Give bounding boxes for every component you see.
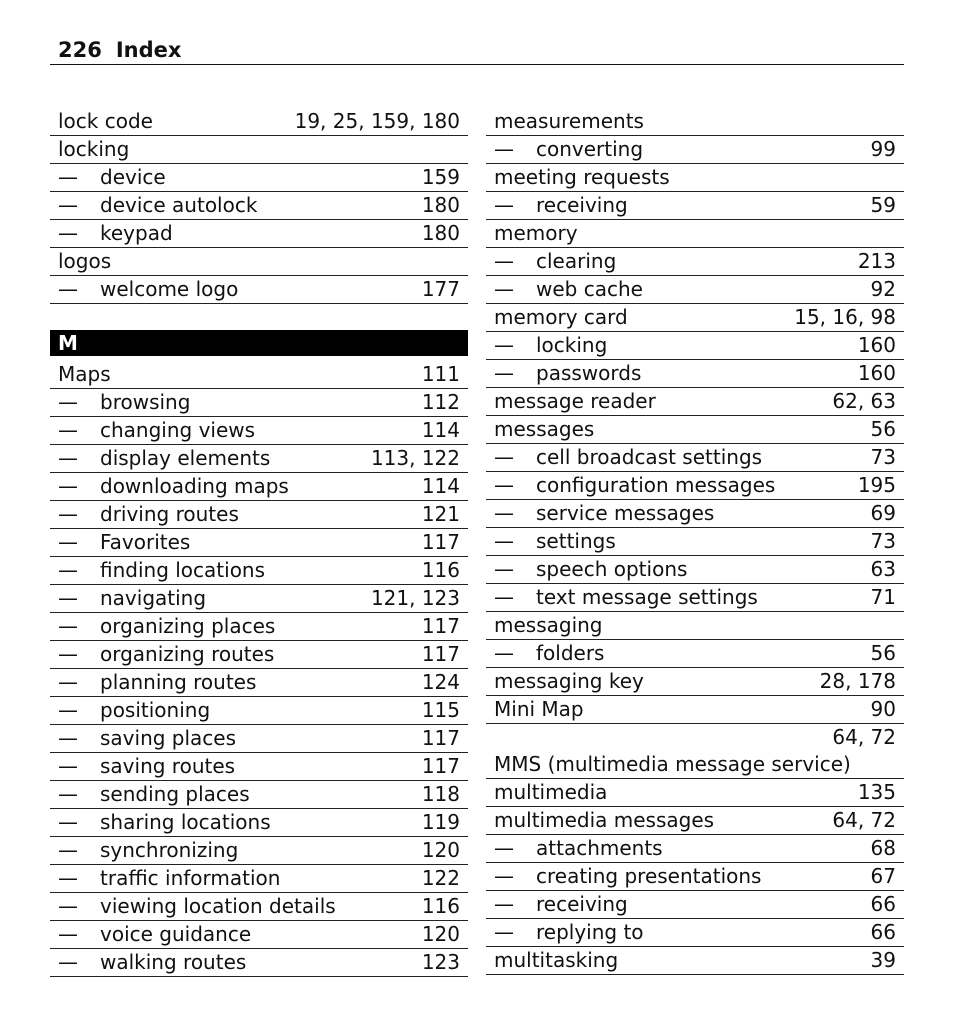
index-term bbox=[494, 108, 644, 135]
index-subentry bbox=[50, 164, 468, 192]
page-title: Index bbox=[115, 38, 182, 62]
index-entry bbox=[486, 612, 904, 640]
index-subentry bbox=[486, 500, 904, 528]
index-term-text: saving routes bbox=[100, 754, 236, 778]
subentry-dash: — bbox=[58, 277, 78, 301]
index-term-text: replying to bbox=[536, 920, 644, 944]
subentry-dash: — bbox=[494, 920, 514, 944]
index-page-refs: 180 bbox=[421, 193, 460, 217]
index-term bbox=[58, 613, 275, 640]
index-term bbox=[494, 388, 656, 415]
index-term-text: synchronizing bbox=[100, 838, 239, 862]
index-page-refs: 115 bbox=[421, 698, 460, 722]
index-term bbox=[58, 248, 111, 275]
index-page-refs: 117 bbox=[421, 614, 460, 638]
subentry-dash: — bbox=[58, 418, 78, 442]
index-page-refs: 117 bbox=[421, 726, 460, 750]
index-subentry bbox=[486, 919, 904, 947]
index-subentry bbox=[50, 473, 468, 501]
index-page-refs: 122 bbox=[421, 866, 460, 890]
index-term bbox=[494, 584, 758, 611]
index-term-text: web cache bbox=[536, 277, 643, 301]
index-term-text: sharing locations bbox=[100, 810, 271, 834]
index-term bbox=[494, 919, 644, 946]
index-page-refs: 135 bbox=[857, 780, 896, 804]
index-term-text: multimedia bbox=[494, 780, 608, 804]
index-term-text: clearing bbox=[536, 249, 617, 273]
index-entry bbox=[486, 724, 904, 779]
index-term bbox=[494, 807, 714, 834]
subentry-dash: — bbox=[58, 782, 78, 806]
subentry-dash: — bbox=[58, 670, 78, 694]
index-term bbox=[58, 585, 206, 612]
index-term bbox=[494, 136, 643, 163]
index-term-text: memory card bbox=[494, 305, 628, 329]
index-entry bbox=[486, 807, 904, 835]
index-term-text: browsing bbox=[100, 390, 191, 414]
index-subentry bbox=[50, 585, 468, 613]
index-term bbox=[58, 641, 274, 668]
index-term bbox=[494, 947, 618, 974]
index-entry bbox=[486, 108, 904, 136]
index-group-m bbox=[50, 361, 468, 977]
index-page-refs: 116 bbox=[421, 894, 460, 918]
index-page-refs: 71 bbox=[870, 585, 896, 609]
index-subentry bbox=[50, 809, 468, 837]
index-term-text: organizing places bbox=[100, 614, 276, 638]
index-term bbox=[58, 893, 336, 920]
index-term bbox=[494, 668, 644, 695]
index-page-refs: 159 bbox=[421, 165, 460, 189]
index-term bbox=[494, 752, 851, 776]
index-term-text: Mini Map bbox=[494, 697, 584, 721]
index-page-refs: 195 bbox=[857, 473, 896, 497]
index-page-refs: 56 bbox=[870, 417, 896, 441]
index-term bbox=[494, 891, 628, 918]
subentry-dash: — bbox=[58, 950, 78, 974]
index-page-refs: 66 bbox=[870, 920, 896, 944]
index-term-text: logos bbox=[58, 249, 112, 273]
index-term bbox=[58, 809, 271, 836]
index-term bbox=[494, 444, 762, 471]
index-subentry bbox=[50, 220, 468, 248]
index-page-refs: 124 bbox=[421, 670, 460, 694]
index-term bbox=[494, 332, 607, 359]
index-term-text: locking bbox=[536, 333, 608, 357]
index-page-refs: 92 bbox=[870, 277, 896, 301]
index-entry bbox=[486, 304, 904, 332]
subentry-dash: — bbox=[58, 838, 78, 862]
index-term bbox=[494, 472, 775, 499]
index-term-text: creating presentations bbox=[536, 864, 762, 888]
index-term-text: changing views bbox=[100, 418, 256, 442]
index-term bbox=[494, 360, 641, 387]
subentry-dash: — bbox=[58, 642, 78, 666]
index-term-text: memory bbox=[494, 221, 578, 245]
index-page-refs: 160 bbox=[857, 333, 896, 357]
index-term-text: display elements bbox=[100, 446, 271, 470]
index-term bbox=[494, 640, 604, 667]
index-page-refs: 62, 63 bbox=[832, 389, 896, 413]
index-term-text: folders bbox=[536, 641, 605, 665]
subentry-dash: — bbox=[58, 586, 78, 610]
index-page-refs: 113, 122 bbox=[370, 446, 460, 470]
index-subentry bbox=[50, 276, 468, 304]
index-term bbox=[494, 835, 663, 862]
index-term bbox=[58, 949, 246, 976]
page-number: 226 bbox=[58, 38, 102, 62]
index-term-text: downloading maps bbox=[100, 474, 289, 498]
index-page-refs: 121 bbox=[421, 502, 460, 526]
index-subentry bbox=[50, 865, 468, 893]
subentry-dash: — bbox=[494, 892, 514, 916]
index-term-text: Favorites bbox=[100, 530, 191, 554]
index-term-text: planning routes bbox=[100, 670, 257, 694]
index-page-refs: 63 bbox=[870, 557, 896, 581]
index-term bbox=[494, 192, 628, 219]
index-page-refs: 112 bbox=[421, 390, 460, 414]
index-page-refs: 64, 72 bbox=[832, 808, 896, 832]
index-term-text: speech options bbox=[536, 557, 688, 581]
index-term-text: welcome logo bbox=[100, 277, 239, 301]
index-page-refs: 213 bbox=[857, 249, 896, 273]
index-term bbox=[58, 445, 270, 472]
index-subentry bbox=[486, 528, 904, 556]
index-entry bbox=[486, 779, 904, 807]
subentry-dash: — bbox=[58, 390, 78, 414]
index-page-refs: 90 bbox=[870, 697, 896, 721]
index-term-text: messages bbox=[494, 417, 595, 441]
index-subentry bbox=[486, 136, 904, 164]
index-page-refs: 160 bbox=[857, 361, 896, 385]
index-term-text: walking routes bbox=[100, 950, 247, 974]
index-term bbox=[494, 164, 670, 191]
index-term-text: device bbox=[100, 165, 166, 189]
subentry-dash: — bbox=[494, 249, 514, 273]
index-subentry bbox=[50, 753, 468, 781]
subentry-dash: — bbox=[494, 836, 514, 860]
index-entry bbox=[50, 136, 468, 164]
index-page-refs: 56 bbox=[870, 641, 896, 665]
index-subentry bbox=[486, 891, 904, 919]
index-term-text: driving routes bbox=[100, 502, 239, 526]
index-term-text: service messages bbox=[536, 501, 715, 525]
index-page-refs: 116 bbox=[421, 558, 460, 582]
index-page-refs: 28, 178 bbox=[819, 669, 896, 693]
index-term-text: saving places bbox=[100, 726, 237, 750]
index-term-text: keypad bbox=[100, 221, 173, 245]
index-term-text: passwords bbox=[536, 361, 642, 385]
index-term-text: meeting requests bbox=[494, 165, 670, 189]
index-subentry bbox=[50, 949, 468, 977]
index-subentry bbox=[486, 863, 904, 891]
index-term bbox=[58, 921, 251, 948]
index-page-refs: 120 bbox=[421, 922, 460, 946]
index-term bbox=[494, 779, 607, 806]
index-term bbox=[494, 304, 628, 331]
index-page-refs: 73 bbox=[870, 529, 896, 553]
subentry-dash: — bbox=[494, 501, 514, 525]
index-entry bbox=[50, 248, 468, 276]
subentry-dash: — bbox=[58, 165, 78, 189]
subentry-dash: — bbox=[58, 614, 78, 638]
index-subentry bbox=[486, 248, 904, 276]
index-term bbox=[58, 192, 257, 219]
index-subentry bbox=[50, 501, 468, 529]
index-subentry bbox=[486, 192, 904, 220]
index-page-refs: 69 bbox=[870, 501, 896, 525]
index-page-refs: 118 bbox=[421, 782, 460, 806]
index-subentry bbox=[50, 669, 468, 697]
index-entry bbox=[486, 696, 904, 724]
index-term bbox=[58, 529, 190, 556]
index-term-text: voice guidance bbox=[100, 922, 252, 946]
index-term bbox=[58, 501, 239, 528]
index-term-text: positioning bbox=[100, 698, 211, 722]
subentry-dash: — bbox=[58, 894, 78, 918]
index-subentry bbox=[486, 472, 904, 500]
section-gap bbox=[50, 304, 468, 330]
index-term bbox=[58, 781, 250, 808]
index-page-refs: 99 bbox=[870, 137, 896, 161]
subentry-dash: — bbox=[494, 445, 514, 469]
index-subentry bbox=[50, 725, 468, 753]
index-page-refs: 180 bbox=[421, 221, 460, 245]
index-term bbox=[58, 557, 265, 584]
index-page-refs: 117 bbox=[421, 642, 460, 666]
index-page-refs: 66 bbox=[870, 892, 896, 916]
index-subentry bbox=[486, 556, 904, 584]
subentry-dash: — bbox=[58, 502, 78, 526]
index-column-right bbox=[486, 108, 904, 975]
index-term-text: navigating bbox=[100, 586, 207, 610]
index-subentry bbox=[486, 584, 904, 612]
index-term bbox=[58, 136, 129, 163]
index-term bbox=[494, 416, 594, 443]
index-term bbox=[494, 863, 761, 890]
index-subentry bbox=[50, 557, 468, 585]
index-page-refs: 117 bbox=[421, 754, 460, 778]
index-term-text: multimedia messages bbox=[494, 808, 715, 832]
subentry-dash: — bbox=[494, 557, 514, 581]
subentry-dash: — bbox=[58, 810, 78, 834]
index-term bbox=[58, 389, 190, 416]
index-term-text: cell broadcast settings bbox=[536, 445, 763, 469]
index-subentry bbox=[50, 417, 468, 445]
index-term bbox=[58, 108, 153, 135]
subentry-dash: — bbox=[494, 193, 514, 217]
index-page-refs: 117 bbox=[421, 530, 460, 554]
index-entry bbox=[486, 668, 904, 696]
subentry-dash: — bbox=[494, 585, 514, 609]
index-term-text: finding locations bbox=[100, 558, 266, 582]
subentry-dash: — bbox=[58, 558, 78, 582]
index-page-refs: 123 bbox=[421, 950, 460, 974]
index-term bbox=[58, 865, 280, 892]
index-column-left bbox=[50, 108, 468, 977]
index-term-text: measurements bbox=[494, 109, 644, 133]
index-subentry bbox=[486, 360, 904, 388]
index-page-refs: 114 bbox=[421, 418, 460, 442]
index-subentry bbox=[50, 445, 468, 473]
index-page-refs: 19, 25, 159, 180 bbox=[294, 109, 460, 133]
index-entry bbox=[486, 164, 904, 192]
index-subentry bbox=[50, 781, 468, 809]
index-term-text: locking bbox=[58, 137, 130, 161]
subentry-dash: — bbox=[494, 361, 514, 385]
index-term-text: device autolock bbox=[100, 193, 258, 217]
index-term bbox=[58, 473, 289, 500]
index-subentry bbox=[486, 640, 904, 668]
index-entry bbox=[50, 361, 468, 389]
subentry-dash: — bbox=[494, 641, 514, 665]
index-group-m-continued bbox=[486, 108, 904, 975]
subentry-dash: — bbox=[58, 726, 78, 750]
index-term-text: organizing routes bbox=[100, 642, 275, 666]
index-subentry bbox=[486, 835, 904, 863]
index-page-refs: 111 bbox=[421, 362, 460, 386]
index-term-text: lock code bbox=[58, 109, 153, 133]
subentry-dash: — bbox=[58, 866, 78, 890]
subentry-dash: — bbox=[494, 277, 514, 301]
section-letter-bar: M bbox=[50, 330, 468, 356]
index-page-refs: 68 bbox=[870, 836, 896, 860]
index-page-refs: 67 bbox=[870, 864, 896, 888]
index-subentry bbox=[50, 613, 468, 641]
index-term bbox=[58, 164, 166, 191]
subentry-dash: — bbox=[58, 698, 78, 722]
index-term bbox=[494, 556, 687, 583]
index-term-text: message reader bbox=[494, 389, 656, 413]
subentry-dash: — bbox=[494, 137, 514, 161]
index-page-refs: 121, 123 bbox=[370, 586, 460, 610]
index-term-text: Maps bbox=[58, 362, 111, 386]
index-subentry bbox=[50, 529, 468, 557]
index-entry bbox=[486, 947, 904, 975]
index-term bbox=[494, 220, 578, 247]
index-entry bbox=[50, 108, 468, 136]
index-subentry bbox=[50, 697, 468, 725]
subentry-dash: — bbox=[494, 333, 514, 357]
index-term-text: messaging key bbox=[494, 669, 644, 693]
index-page-refs: 177 bbox=[421, 277, 460, 301]
index-term-text: viewing location details bbox=[100, 894, 336, 918]
index-subentry bbox=[50, 641, 468, 669]
index-term bbox=[58, 669, 256, 696]
index-subentry bbox=[50, 192, 468, 220]
index-term bbox=[494, 696, 584, 723]
index-term-text: traffic information bbox=[100, 866, 281, 890]
index-subentry bbox=[486, 276, 904, 304]
index-subentry bbox=[50, 389, 468, 417]
index-page-refs: 120 bbox=[421, 838, 460, 862]
index-term bbox=[58, 837, 238, 864]
index-term-text: text message settings bbox=[536, 585, 758, 609]
subentry-dash: — bbox=[58, 922, 78, 946]
index-term-text: receiving bbox=[536, 892, 628, 916]
index-term-text: attachments bbox=[536, 836, 663, 860]
index-term-text: multitasking bbox=[494, 948, 619, 972]
index-term-text: converting bbox=[536, 137, 644, 161]
index-page-refs: 114 bbox=[421, 474, 460, 498]
index-subentry bbox=[50, 921, 468, 949]
subentry-dash: — bbox=[58, 754, 78, 778]
index-page-refs: 73 bbox=[870, 445, 896, 469]
index-entry bbox=[486, 416, 904, 444]
index-term-text: settings bbox=[536, 529, 616, 553]
page-header bbox=[50, 36, 904, 65]
index-term bbox=[58, 753, 235, 780]
index-term bbox=[58, 417, 255, 444]
index-term-text: sending places bbox=[100, 782, 250, 806]
index-term bbox=[58, 361, 111, 388]
index-term bbox=[494, 276, 643, 303]
index-term bbox=[494, 248, 616, 275]
index-page-refs: 119 bbox=[421, 810, 460, 834]
subentry-dash: — bbox=[58, 446, 78, 470]
index-term-text: MMS (multimedia message service) bbox=[494, 752, 851, 776]
subentry-dash: — bbox=[58, 530, 78, 554]
index-page-refs: 39 bbox=[870, 948, 896, 972]
index-term bbox=[494, 528, 616, 555]
subentry-dash: — bbox=[58, 193, 78, 217]
index-page-refs: 64, 72 bbox=[832, 725, 896, 749]
index-page-refs: 59 bbox=[870, 193, 896, 217]
subentry-dash: — bbox=[58, 221, 78, 245]
index-term bbox=[494, 612, 603, 639]
index-page-refs: 15, 16, 98 bbox=[794, 305, 896, 329]
subentry-dash: — bbox=[494, 473, 514, 497]
index-subentry bbox=[486, 444, 904, 472]
index-entry bbox=[486, 220, 904, 248]
index-term bbox=[58, 697, 210, 724]
index-term bbox=[58, 220, 173, 247]
index-term-text: receiving bbox=[536, 193, 628, 217]
index-subentry bbox=[50, 837, 468, 865]
index-term-text: configuration messages bbox=[536, 473, 776, 497]
index-subentry bbox=[486, 332, 904, 360]
subentry-dash: — bbox=[494, 529, 514, 553]
index-subentry bbox=[50, 893, 468, 921]
index-term-text: messaging bbox=[494, 613, 603, 637]
index-term bbox=[58, 276, 238, 303]
index-entry bbox=[486, 388, 904, 416]
subentry-dash: — bbox=[58, 474, 78, 498]
index-term bbox=[58, 725, 236, 752]
index-term bbox=[494, 500, 714, 527]
subentry-dash: — bbox=[494, 864, 514, 888]
index-group-l bbox=[50, 108, 468, 304]
